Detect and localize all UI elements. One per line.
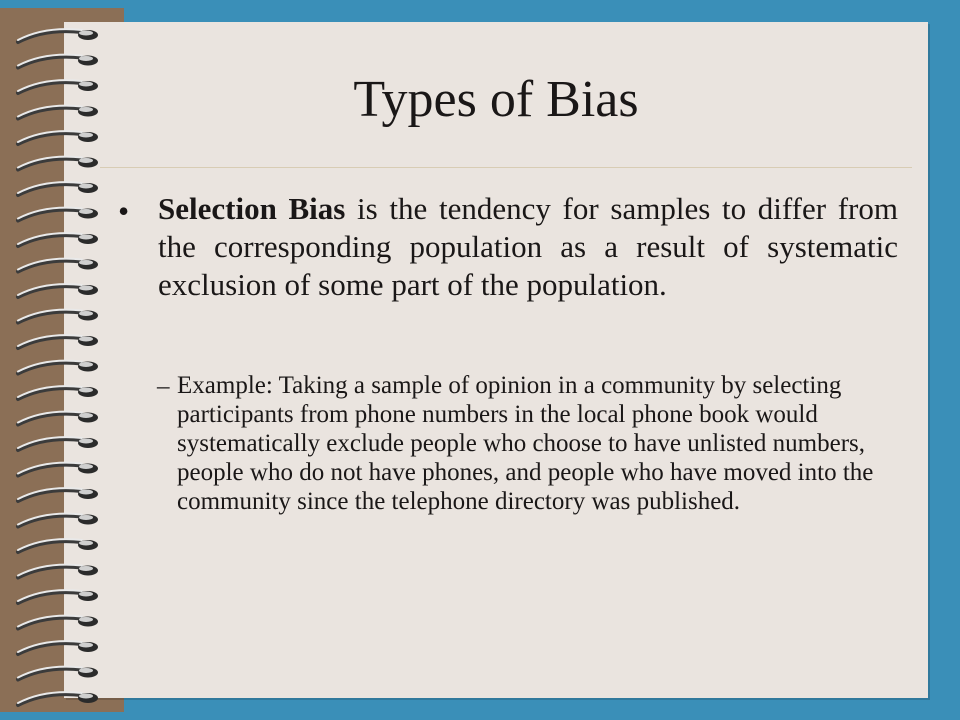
spiral-ring (18, 310, 98, 323)
main-bullet (158, 190, 898, 304)
spiral-ring (18, 641, 98, 654)
spiral-ring (18, 539, 98, 552)
bullet-term: Selection Bias (158, 191, 346, 226)
spiral-ring (18, 514, 98, 527)
spiral-ring (18, 131, 98, 144)
spiral-ring (18, 361, 98, 374)
spiral-ring (18, 29, 98, 42)
spiral-ring (18, 463, 98, 476)
spiral-ring (18, 284, 98, 297)
slide-title: Types of Bias (353, 71, 639, 128)
spiral-ring (18, 55, 98, 68)
spiral-ring (18, 233, 98, 246)
spiral-ring (18, 182, 98, 195)
spiral-ring (18, 259, 98, 272)
spiral-ring (18, 437, 98, 450)
spiral-ring (18, 412, 98, 425)
sub-bullet: Example: Taking a sample of opinion in a community by selecting participants from phone numbers in the local phone book would systematically exclude people who choose to have unlisted numbers, people who do not have phones, and people who have moved into the community since the telephone directory was published. (177, 372, 874, 515)
spiral-ring (18, 335, 98, 348)
bullet-marker: • (118, 193, 130, 229)
bullet-text: is the tendency for samples to differ from the corresponding population as a result of systematic exclusion of some part of the population. (158, 191, 898, 302)
spiral-ring (18, 386, 98, 399)
spiral-ring (18, 692, 98, 705)
spiral-ring (18, 208, 98, 221)
spiral-ring (18, 616, 98, 629)
spiral-ring (18, 667, 98, 680)
spiral-ring (18, 157, 98, 170)
spiral-ring (18, 488, 98, 501)
spiral-ring (18, 590, 98, 603)
title-divider (100, 167, 912, 168)
sub-bullet-marker: – (157, 373, 170, 400)
spiral-ring (18, 565, 98, 578)
